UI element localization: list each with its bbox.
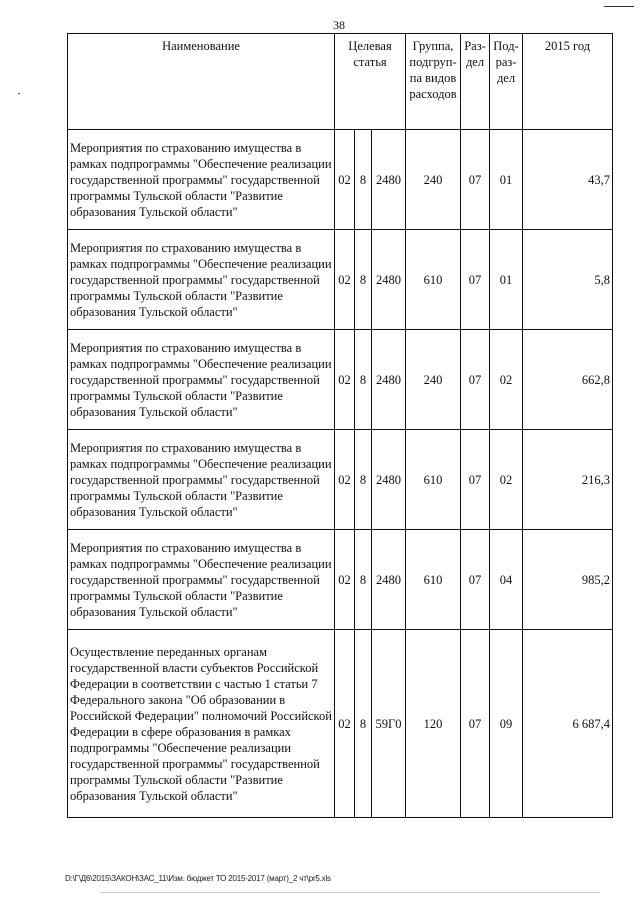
row-amount: 6 687,4 bbox=[523, 630, 613, 818]
row-name: Мероприятия по страхованию имущества в рамках подпрограммы "Обеспечение реализации государственной программы" государственной программы Тульской области "Развитие образования Тульской области" bbox=[68, 330, 335, 430]
row-subsection: 01 bbox=[490, 130, 523, 230]
row-code-direction: 2480 bbox=[372, 430, 406, 530]
row-code-direction: 2480 bbox=[372, 230, 406, 330]
row-amount: 5,8 bbox=[523, 230, 613, 330]
row-section: 07 bbox=[461, 130, 490, 230]
row-code-subprogram: 8 bbox=[355, 430, 372, 530]
table-row bbox=[68, 130, 613, 230]
row-code-direction: 59Г0 bbox=[372, 630, 406, 818]
row-code-program: 02 bbox=[335, 530, 355, 630]
row-subsection: 02 bbox=[490, 430, 523, 530]
budget-table bbox=[67, 33, 613, 818]
header-section: Раз-дел bbox=[461, 34, 490, 130]
header-year: 2015 год bbox=[523, 34, 613, 130]
header-group: Группа, подгруп-па видов расходов bbox=[406, 34, 461, 130]
row-section: 07 bbox=[461, 630, 490, 818]
row-amount: 985,2 bbox=[523, 530, 613, 630]
header-target-article: Целевая статья bbox=[335, 34, 406, 130]
row-code-program: 02 bbox=[335, 430, 355, 530]
row-subsection: 04 bbox=[490, 530, 523, 630]
table-row bbox=[68, 330, 613, 430]
row-group: 120 bbox=[406, 630, 461, 818]
table-row bbox=[68, 430, 613, 530]
row-amount: 43,7 bbox=[523, 130, 613, 230]
table-row bbox=[68, 530, 613, 630]
row-section: 07 bbox=[461, 530, 490, 630]
row-subsection: 09 bbox=[490, 630, 523, 818]
row-code-direction: 2480 bbox=[372, 130, 406, 230]
row-code-direction: 2480 bbox=[372, 530, 406, 630]
row-code-subprogram: 8 bbox=[355, 130, 372, 230]
file-path-footer: D:\Г\Д6\2015\ЗАКОН\ЗАС_11\Изм. бюджет ТО 2015-2017 (март)_2 чт\pr5.xls bbox=[65, 874, 331, 883]
row-code-program: 02 bbox=[335, 630, 355, 818]
row-group: 610 bbox=[406, 430, 461, 530]
row-section: 07 bbox=[461, 230, 490, 330]
row-group: 240 bbox=[406, 130, 461, 230]
margin-mark bbox=[18, 93, 20, 94]
row-name: Осуществление переданных органам государственной власти субъектов Российской Федерации в соответствии с частью 1 статьи 7 Федерального закона "Об образовании в Российской Федерации" полномочий Российской Федерации в сфере образования в рамках подпрограммы "Обеспечение реализации государственной программы" государственной программы Тульской области "Развитие образования Тульской области" bbox=[68, 630, 335, 818]
row-group: 610 bbox=[406, 530, 461, 630]
row-subsection: 01 bbox=[490, 230, 523, 330]
header-subsection: Под-раз-дел bbox=[490, 34, 523, 130]
table-header-row bbox=[68, 34, 613, 130]
header-name: Наименование bbox=[68, 34, 335, 130]
top-edge-mark bbox=[604, 6, 634, 7]
table-row bbox=[68, 630, 613, 818]
row-group: 610 bbox=[406, 230, 461, 330]
row-amount: 662,8 bbox=[523, 330, 613, 430]
row-name: Мероприятия по страхованию имущества в рамках подпрограммы "Обеспечение реализации государственной программы" государственной программы Тульской области "Развитие образования Тульской области" bbox=[68, 430, 335, 530]
row-code-program: 02 bbox=[335, 130, 355, 230]
row-section: 07 bbox=[461, 430, 490, 530]
row-subsection: 02 bbox=[490, 330, 523, 430]
row-name: Мероприятия по страхованию имущества в рамках подпрограммы "Обеспечение реализации государственной программы" государственной программы Тульской области "Развитие образования Тульской области" bbox=[68, 230, 335, 330]
row-name: Мероприятия по страхованию имущества в рамках подпрограммы "Обеспечение реализации государственной программы" государственной программы Тульской области "Развитие образования Тульской области" bbox=[68, 530, 335, 630]
row-code-subprogram: 8 bbox=[355, 530, 372, 630]
row-group: 240 bbox=[406, 330, 461, 430]
row-code-subprogram: 8 bbox=[355, 230, 372, 330]
row-code-program: 02 bbox=[335, 230, 355, 330]
row-name: Мероприятия по страхованию имущества в рамках подпрограммы "Обеспечение реализации государственной программы" государственной программы Тульской области "Развитие образования Тульской области" bbox=[68, 130, 335, 230]
row-section: 07 bbox=[461, 330, 490, 430]
scan-artifact-line bbox=[100, 892, 600, 893]
row-code-program: 02 bbox=[335, 330, 355, 430]
row-code-subprogram: 8 bbox=[355, 330, 372, 430]
row-code-direction: 2480 bbox=[372, 330, 406, 430]
row-amount: 216,3 bbox=[523, 430, 613, 530]
row-code-subprogram: 8 bbox=[355, 630, 372, 818]
table-row bbox=[68, 230, 613, 330]
page-number: 38 bbox=[333, 18, 345, 32]
